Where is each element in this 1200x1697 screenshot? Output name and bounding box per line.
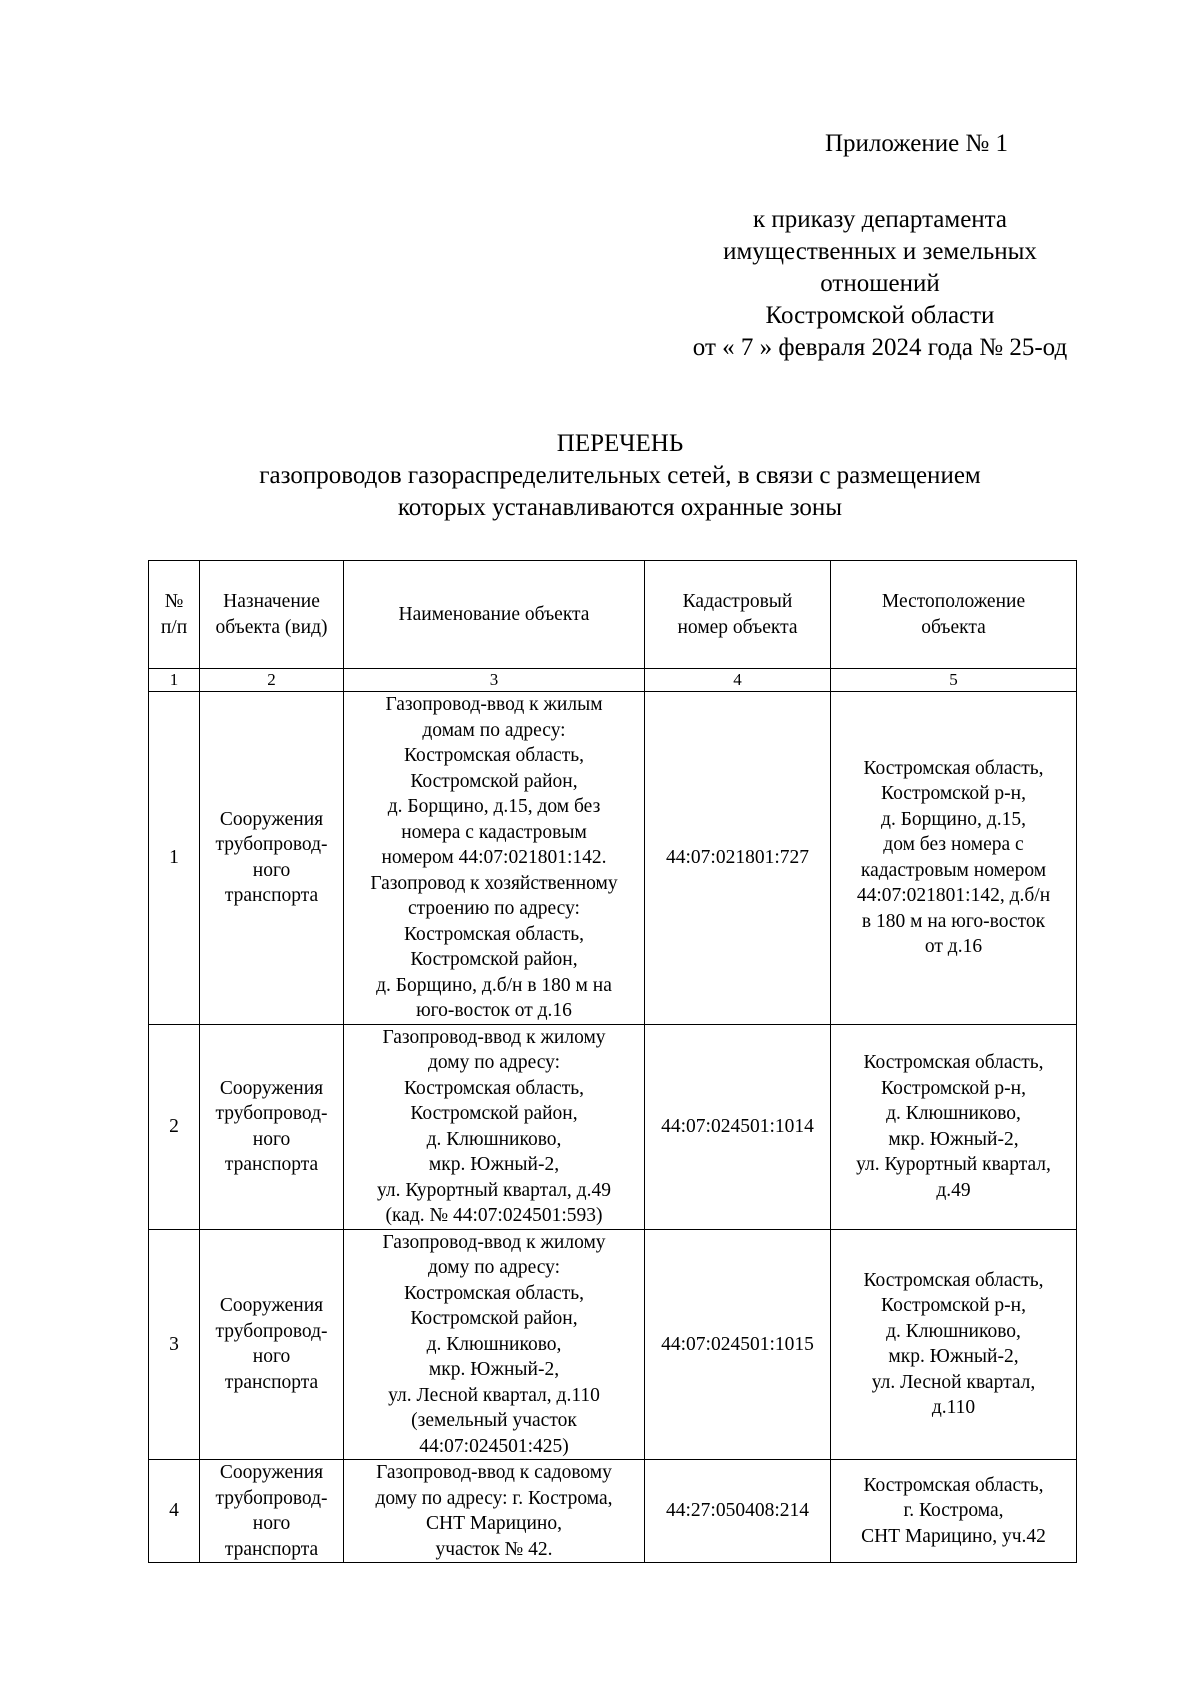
row-object-name: Газопровод-ввод к садовому дому по адресу: г. Кострома, СНТ Марицино, участок № 42.	[344, 1460, 645, 1563]
column-number: 3	[344, 669, 645, 692]
column-number: 4	[645, 669, 831, 692]
title-subtitle-line: которых устанавливаются охранные зоны	[397, 494, 843, 521]
row-object-name: Газопровод-ввод к жилому дому по адресу: Костромская область, Костромской район, д. Клюшниково, мкр. Южный-2, ул. Курортный квартал, д.49 (кад. № 44:07:024501:593)	[344, 1024, 645, 1229]
header-object-name: Наименование объекта	[344, 561, 645, 669]
table-row	[149, 1024, 1077, 1229]
header-cadastral-number: Кадастровый номер объекта	[645, 561, 831, 669]
row-number: 4	[149, 1460, 200, 1563]
row-object-name: Газопровод-ввод к жилым домам по адресу: Костромская область, Костромской район, д. Борщино, д.15, дом без номера с кадастровым номером 44:07:021801:142. Газопровод к хозяйственному строению по адресу: Костромская область, Костромской район, д. Борщино, д.б/н в 180 м на юго-восток от д.16	[344, 692, 645, 1025]
appendix-line: отношений	[820, 270, 940, 297]
row-purpose: Сооружения трубопровод- ного транспорта	[200, 1229, 344, 1460]
row-purpose: Сооружения трубопровод- ного транспорта	[200, 1460, 344, 1563]
row-purpose: Сооружения трубопровод- ного транспорта	[200, 1024, 344, 1229]
row-number: 3	[149, 1229, 200, 1460]
title-heading: ПЕРЕЧЕНЬ	[556, 430, 684, 457]
row-number: 2	[149, 1024, 200, 1229]
appendix-order-reference	[620, 204, 1140, 364]
appendix-line: от « 7 » февраля 2024 года № 25-од	[692, 334, 1068, 361]
row-object-name: Газопровод-ввод к жилому дому по адресу: Костромская область, Костромской район, д. Клюшниково, мкр. Южный-2, ул. Лесной квартал, д.110 (земельный участок 44:07:024501:425)	[344, 1229, 645, 1460]
row-cadastral-number: 44:07:021801:727	[645, 692, 831, 1025]
row-number: 1	[149, 692, 200, 1025]
header-number: № п/п	[149, 561, 200, 669]
appendix-line: Костромской области	[765, 302, 995, 329]
table-row	[149, 1229, 1077, 1460]
appendix-line: к приказу департамента	[752, 206, 1008, 233]
row-location: Костромская область, Костромской р-н, д. Клюшниково, мкр. Южный-2, ул. Лесной квартал, д.110	[831, 1229, 1077, 1460]
column-number: 2	[200, 669, 344, 692]
appendix-number: Приложение № 1	[825, 130, 1009, 157]
header-location: Местоположение объекта	[831, 561, 1077, 669]
row-cadastral-number: 44:27:050408:214	[645, 1460, 831, 1563]
document-title	[140, 428, 1100, 524]
row-cadastral-number: 44:07:024501:1014	[645, 1024, 831, 1229]
column-numbers-row	[149, 669, 1077, 692]
appendix-line: имущественных и земельных	[723, 238, 1037, 265]
column-number: 1	[149, 669, 200, 692]
table-row	[149, 1460, 1077, 1563]
row-cadastral-number: 44:07:024501:1015	[645, 1229, 831, 1460]
row-location: Костромская область, г. Кострома, СНТ Марицино, уч.42	[831, 1460, 1077, 1563]
row-location: Костромская область, Костромской р-н, д. Клюшниково, мкр. Южный-2, ул. Курортный квартал, д.49	[831, 1024, 1077, 1229]
table-header-row	[149, 561, 1077, 669]
header-purpose: Назначение объекта (вид)	[200, 561, 344, 669]
row-location: Костромская область, Костромской р-н, д. Борщино, д.15, дом без номера с кадастровым номером 44:07:021801:142, д.б/н в 180 м на юго-восток от д.16	[831, 692, 1077, 1025]
column-number: 5	[831, 669, 1077, 692]
title-subtitle-line: газопроводов газораспределительных сетей, в связи с размещением	[259, 462, 981, 489]
pipelines-table	[148, 560, 1077, 1563]
row-purpose: Сооружения трубопровод- ного транспорта	[200, 692, 344, 1025]
appendix-header	[620, 128, 1140, 160]
table-row	[149, 692, 1077, 1025]
